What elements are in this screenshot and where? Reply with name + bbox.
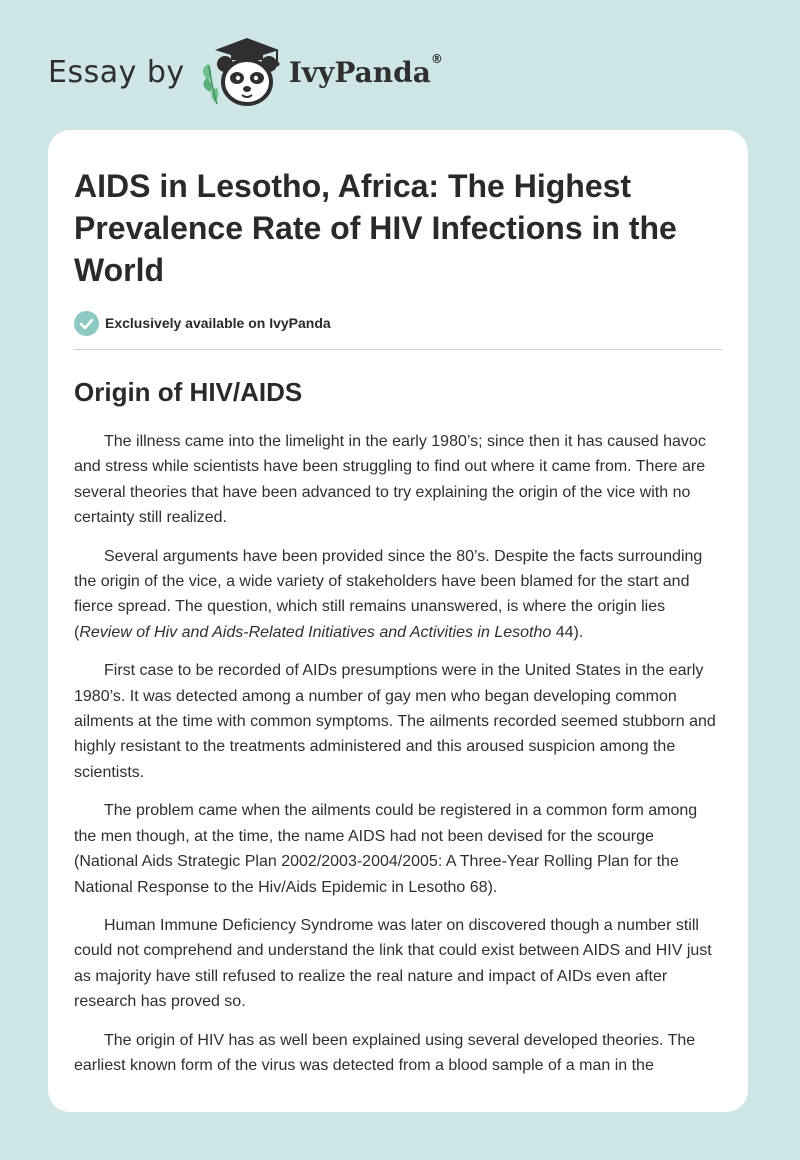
exclusive-badge-text: Exclusively available on IvyPanda [105, 315, 331, 331]
paragraph: The problem came when the ailments could be registered in a common form among the men though, at the time, the name AIDS had not been devised for the scourge (National Aids Strategic Plan 2002/2003-2004/2005: A Three-Year Rolling Plan for the National Response to the Hiv/Aids Epidemic in Lesotho 68). [74, 802, 698, 896]
brand-name: IvyPanda® [288, 51, 443, 89]
paragraph: The illness came into the limelight in the early 1980’s; since then it has caused havoc and stress while scientists have been struggling to find out where it came from. There are several theories that have been advanced to try explaining the origin of the vice with no certainty still realized. [74, 433, 706, 527]
brand-prefix: Essay by [48, 54, 185, 90]
paragraph: First case to be recorded of AIDs presumptions were in the United States in the early 1980’s. It was detected among a number of gay men who began developing common ailments at the time with common symptoms. The ailments recorded seemed stubborn and highly resistant to the treatments administered and this aroused suspicion among the scientists. [74, 662, 716, 781]
paragraph-text: 44). [551, 623, 584, 641]
panda-graduate-icon [197, 36, 287, 108]
paragraph-text: Several arguments have been provided since the 80’s. Despite the facts surrounding the origin of the vice, a wide variety of stakeholders have been blamed for the start and fierce spread. The question, which still remains unanswered, is where the origin lies ( [74, 547, 703, 641]
check-circle-icon [74, 311, 99, 336]
citation-title: Review of Hiv and Aids-Related Initiatives and Activities in Lesotho [79, 623, 552, 641]
article-card [48, 130, 748, 1112]
divider [74, 349, 722, 350]
exclusive-badge [74, 310, 722, 336]
brand-header[interactable] [48, 36, 443, 108]
registered-mark: ® [430, 51, 443, 66]
section-heading: Origin of HIV/AIDS [74, 377, 303, 407]
paragraph [74, 544, 722, 646]
article-body [74, 429, 722, 1078]
paragraph: Human Immune Deficiency Syndrome was later on discovered though a number still could not comprehend and understand the link that could exist between AIDS and HIV just as majority have still refused to realize the real nature and impact of AIDs even after research has proved so. [74, 916, 712, 1011]
paragraph: The origin of HIV has as well been explained using several developed theories. The earliest known form of the virus was detected from a blood sample of a man in the [74, 1031, 696, 1074]
article-title: AIDS in Lesotho, Africa: The Highest Prevalence Rate of HIV Infections in the World [74, 168, 677, 288]
